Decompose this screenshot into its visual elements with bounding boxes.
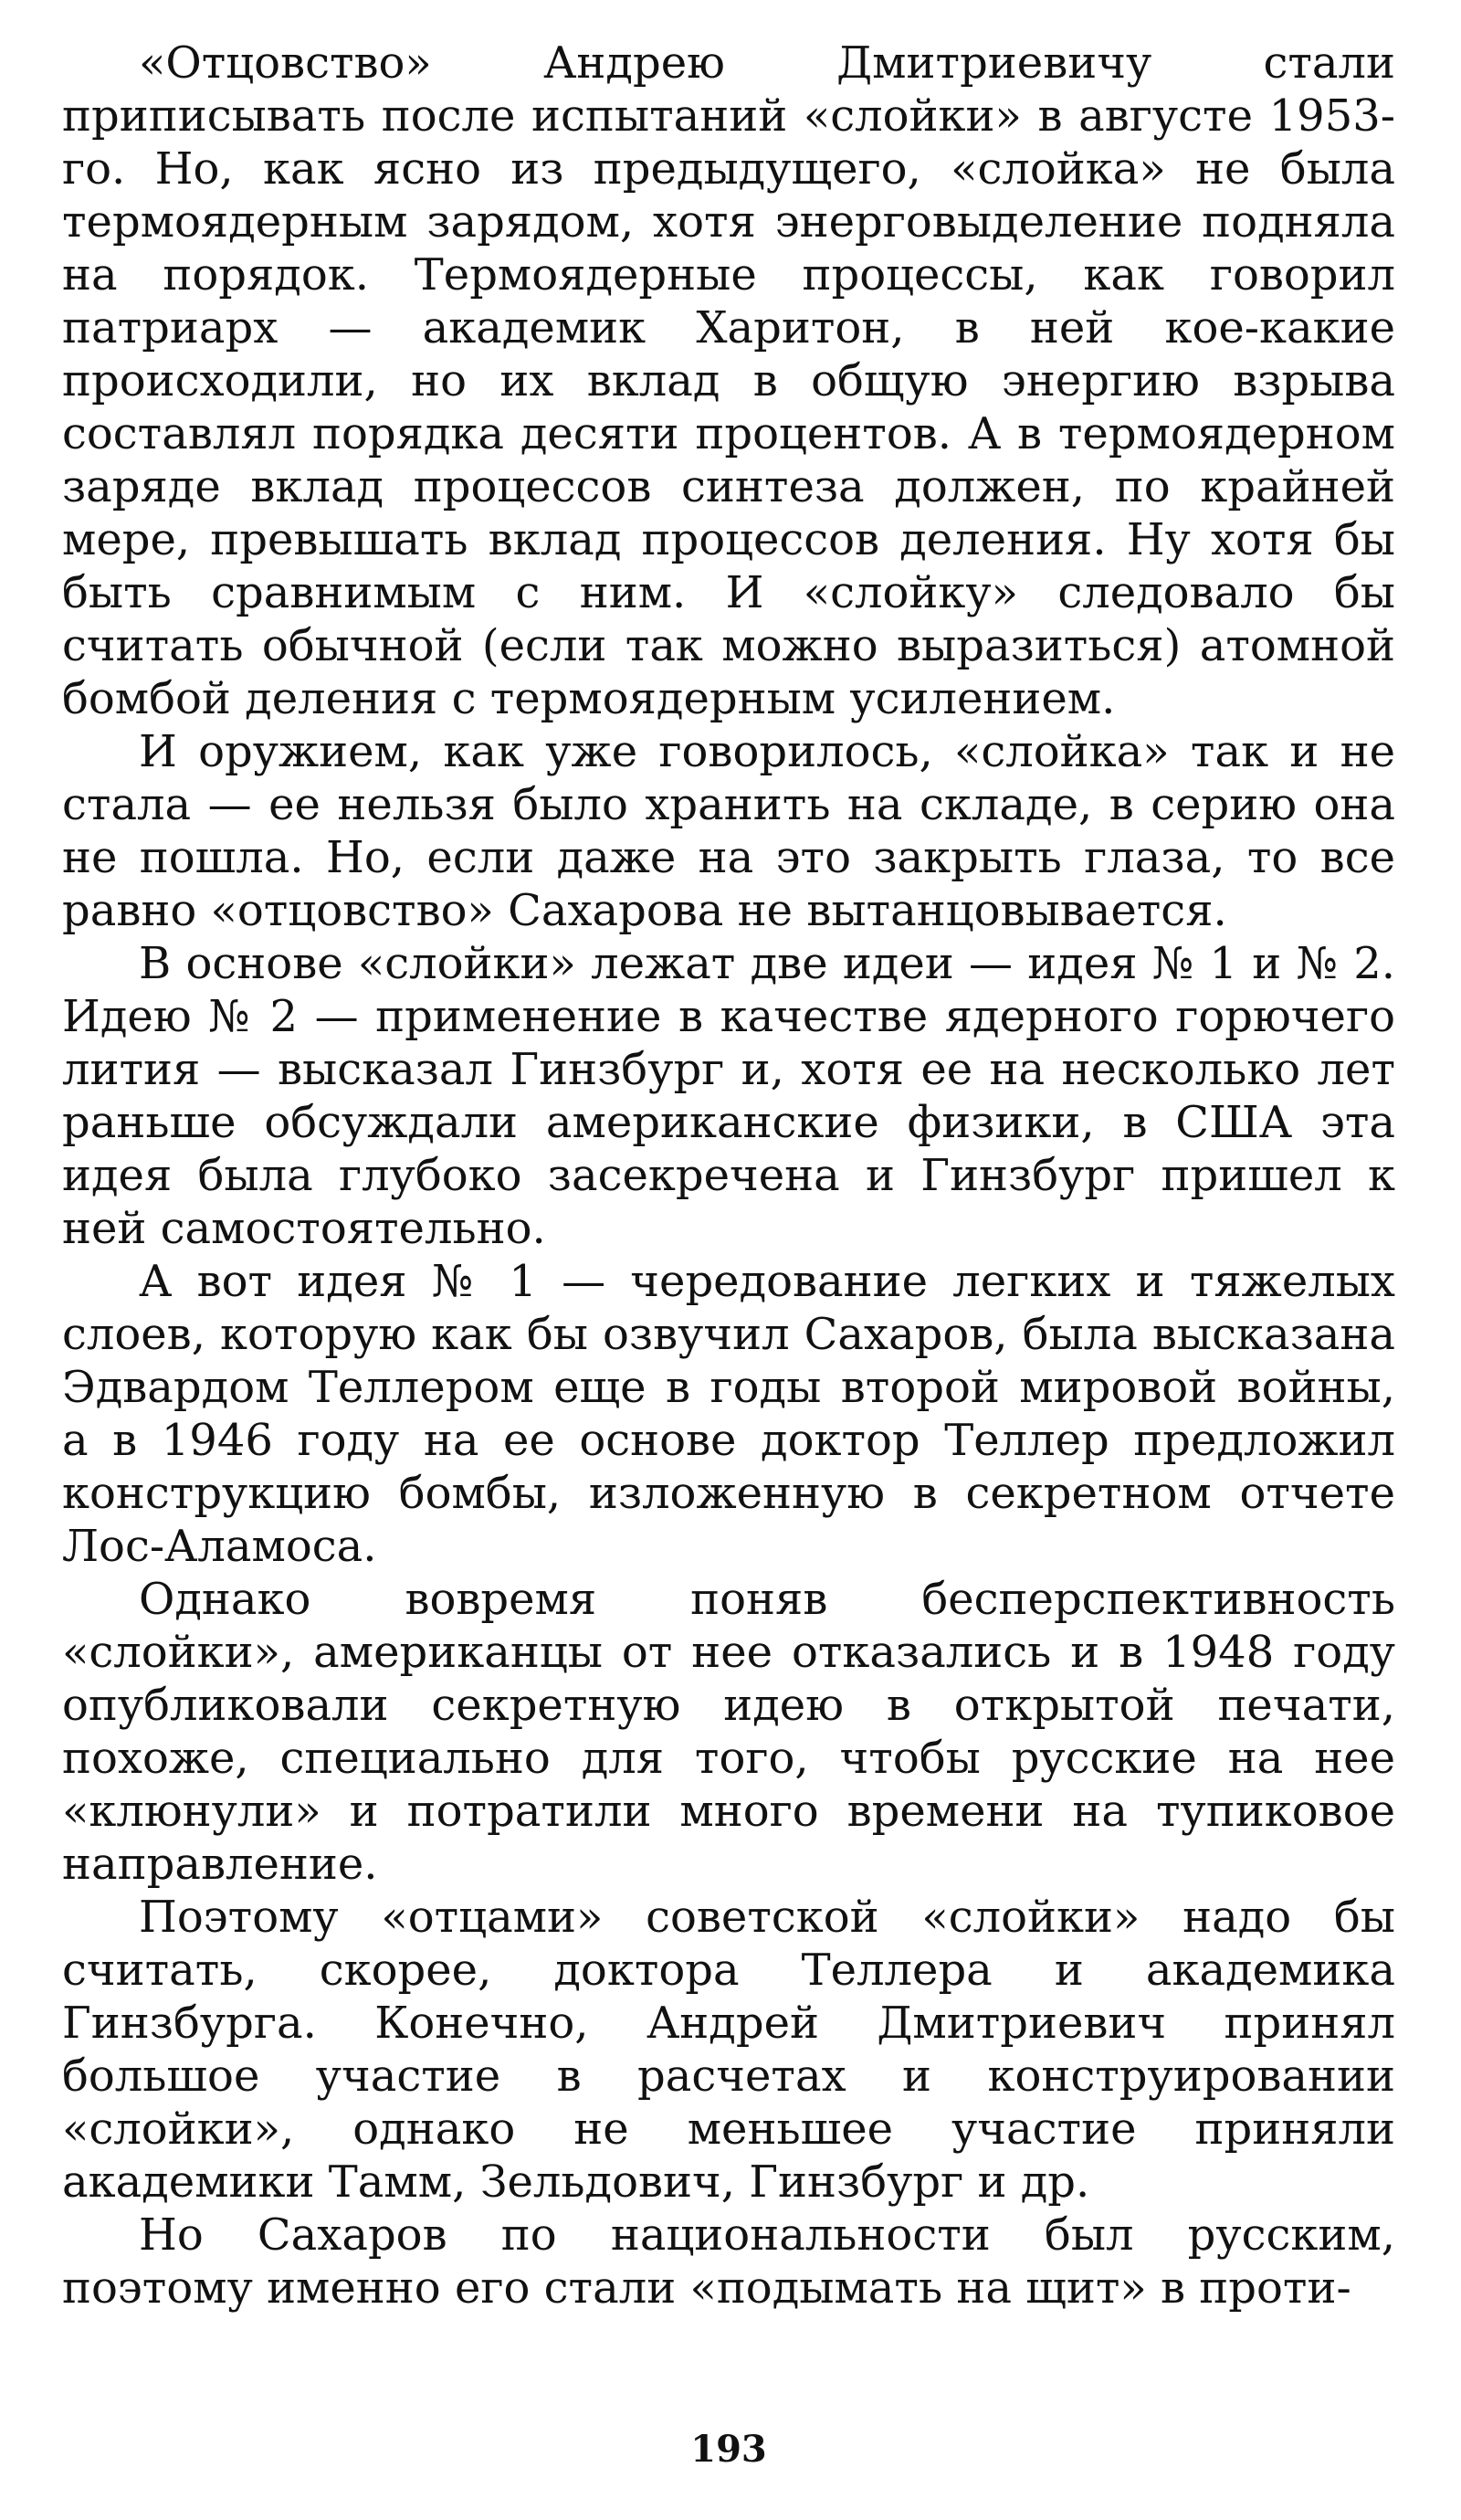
paragraph-2: И оружием, как уже говорилось, «слойка» так и не стала — ее нельзя было хранить на складе, в серию она не пошла. Но, если даже на это закрыть глаза, то все равно «отцовство» Сахарова не вытанцовывается.: [62, 726, 1395, 936]
page-number: 193: [690, 2428, 767, 2471]
paragraph-7: Но Сахаров по национальности был русским, поэтому именно его стали «подымать на щит» в проти-: [62, 2209, 1395, 2314]
paragraph-5: Однако вовремя поняв бесперспективность «слойки», американцы от нее отказались и в 1948 году опубликовали секретную идею в открытой печати, похоже, специально для того, чтобы русские на нее «клюнули» и потратили много времени на тупиковое направление.: [62, 1574, 1395, 1890]
body-text: [62, 37, 1395, 2411]
paragraph-1: «Отцовство» Андрею Дмитриевичу стали приписывать после испытаний «слойки» в августе 1953-го. Но, как ясно из предыдущего, «слойка» не была термоядерным зарядом, хотя энерговыделение подняла на порядок. Термоядерные процессы, как говорил патриарх — академик Харитон, в ней кое-какие происходили, но их вклад в общую энергию взрыва составлял порядка десяти процентов. А в термоядерном заряде вклад процессов синтеза должен, по крайней мере, превышать вклад процессов деления. Ну хотя бы быть сравнимым с ним. И «слойку» следовало бы считать обычной (если так можно выразиться) атомной бомбой деления с термоядерным усилением.: [62, 37, 1395, 724]
paragraph-6: Поэтому «отцами» советской «слойки» надо бы считать, скорее, доктора Теллера и академика Гинзбурга. Конечно, Андрей Дмитриевич принял большое участие в расчетах и конструировании «слойки», однако не меньшее участие приняли академики Тамм, Зельдович, Гинзбург и др.: [62, 1892, 1395, 2208]
paragraph-4: А вот идея № 1 — чередование легких и тяжелых слоев, которую как бы озвучил Сахаров, была высказана Эдвардом Теллером еще в годы второй мировой войны, а в 1946 году на ее основе доктор Теллер предложил конструкцию бомбы, изложенную в секретном отчете Лос-Аламоса.: [62, 1256, 1395, 1572]
book-page: [62, 37, 1395, 2484]
paragraph-3: В основе «слойки» лежат две идеи — идея № 1 и № 2. Идею № 2 — применение в качестве ядерного горючего лития — высказал Гинзбург и, хотя ее на несколько лет раньше обсуждали американские физики, в США эта идея была глубоко засекречена и Гинзбург пришел к ней самостоятельно.: [62, 938, 1395, 1254]
